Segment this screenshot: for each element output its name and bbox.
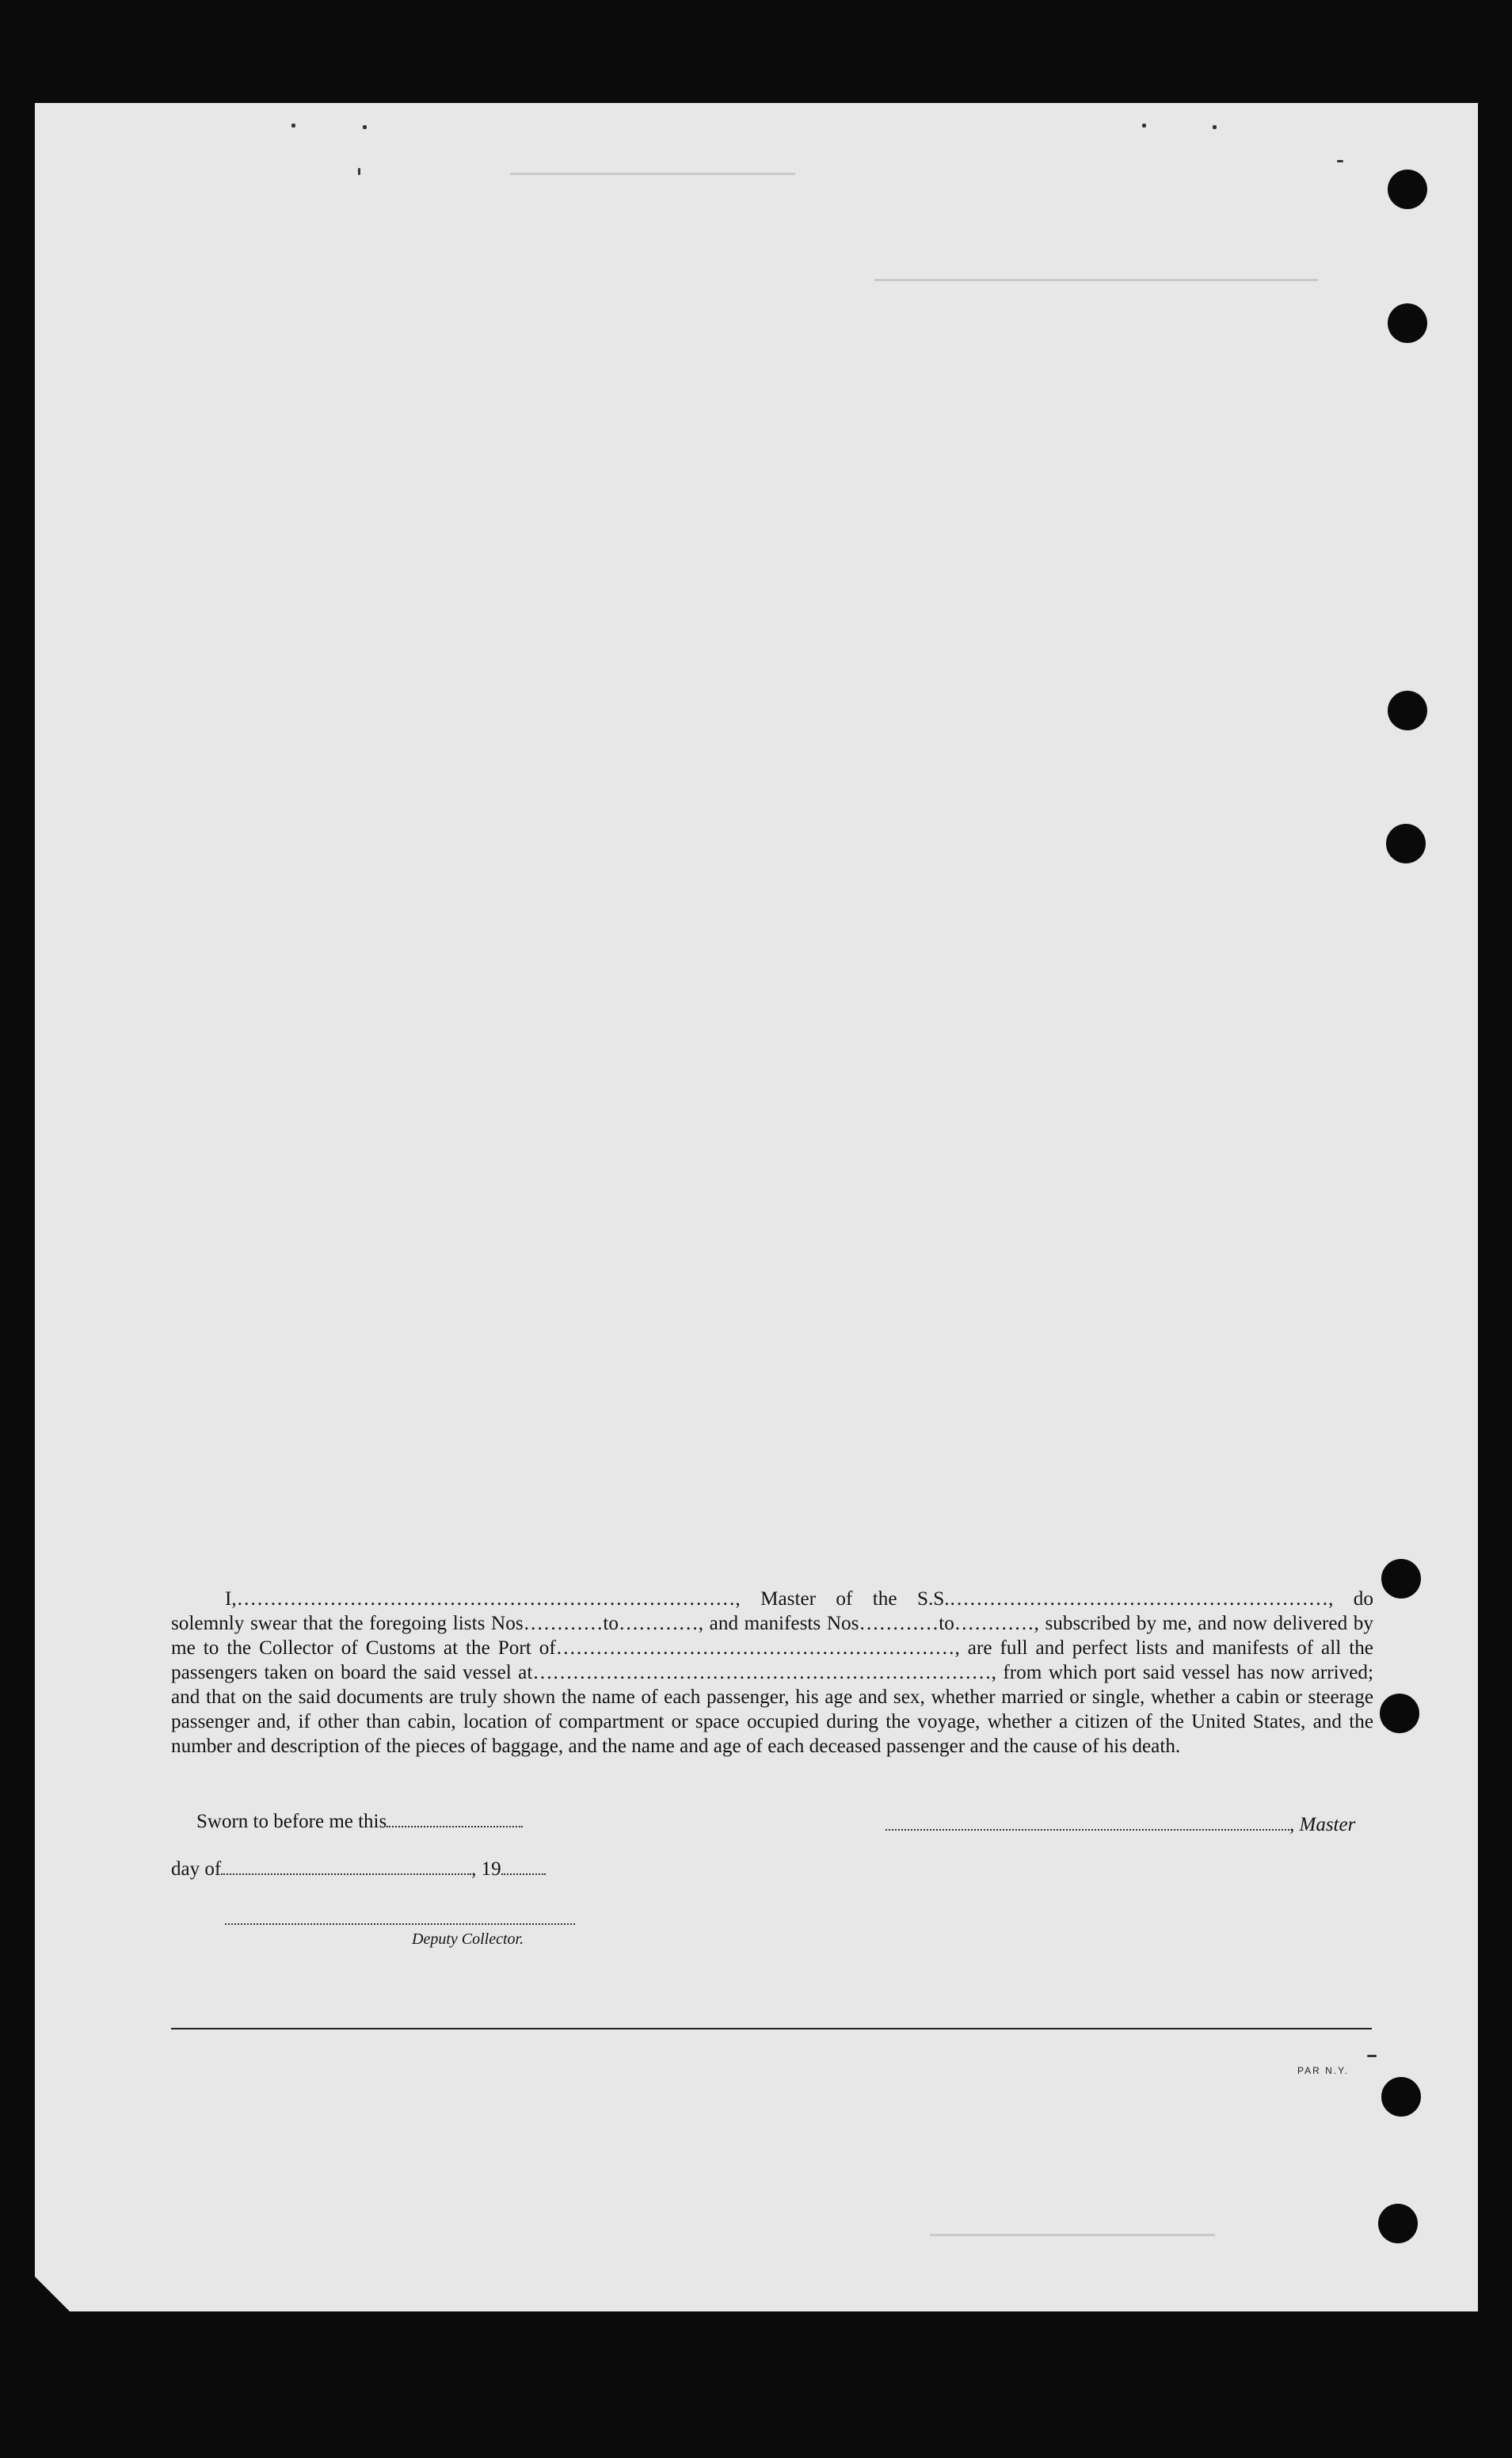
oath-paragraph <box>171 1587 1373 1759</box>
speck <box>1367 2055 1377 2057</box>
day-label: day of <box>171 1858 222 1880</box>
speck <box>291 124 295 128</box>
speck <box>1213 125 1217 129</box>
printer-mark: PAR N.Y. <box>1297 2065 1349 2076</box>
document-page <box>35 103 1478 2311</box>
speck <box>1337 160 1343 162</box>
year-label: , 19 <box>471 1858 501 1880</box>
show-through-mark <box>930 2234 1215 2236</box>
deputy-signature-blank <box>225 1906 575 1925</box>
sworn-date-blank <box>387 1808 523 1827</box>
punch-hole <box>1388 691 1427 730</box>
day-month-blank <box>221 1856 471 1875</box>
sworn-label: Sworn to before me this <box>196 1811 387 1832</box>
speck <box>358 168 360 175</box>
oath-text: I,…………………………………………………………………, Master of the S.S.…………………………………………………, do solemnly swear that the foregoing lists Nos…………to…………, and manifests Nos…………to…………, subscribed by me, and now delivered by me to the Collector of Customs at the Port of……………………………………………………, are full and perfect lists and manifests of all the passengers taken on board the said vessel at……………………………………………………………, from which port said vessel has now arrived; and that on the said documents are truly shown the name of each passenger, his age and sex, whether married or single, whether a cabin or steerage passenger and, if other than cabin, location of compartment or space occupied during the voyage, whether a citizen of the United States, and the number and description of the pieces of baggage, and the name and age of each deceased passenger and the cause of his death. <box>171 1588 1373 1757</box>
punch-hole <box>1378 2204 1418 2243</box>
speck <box>363 125 367 129</box>
punch-hole <box>1388 170 1427 209</box>
deputy-collector-label: Deputy Collector. <box>412 1930 524 1948</box>
show-through-mark <box>874 279 1318 281</box>
punch-hole <box>1388 303 1427 343</box>
punch-hole <box>1386 824 1426 863</box>
master-signature-blank <box>885 1812 1289 1831</box>
year-blank <box>501 1856 546 1875</box>
day-line <box>171 1856 546 1881</box>
sworn-line <box>196 1808 523 1833</box>
master-label: , Master <box>1289 1814 1356 1835</box>
deputy-signature-line <box>225 1906 575 1930</box>
punch-hole <box>1381 1559 1421 1599</box>
speck <box>1142 124 1146 128</box>
bottom-rule <box>171 2028 1372 2029</box>
show-through-mark <box>510 173 795 175</box>
punch-hole <box>1380 1694 1419 1733</box>
punch-hole <box>1381 2077 1421 2117</box>
master-signature-line <box>885 1812 1355 1836</box>
